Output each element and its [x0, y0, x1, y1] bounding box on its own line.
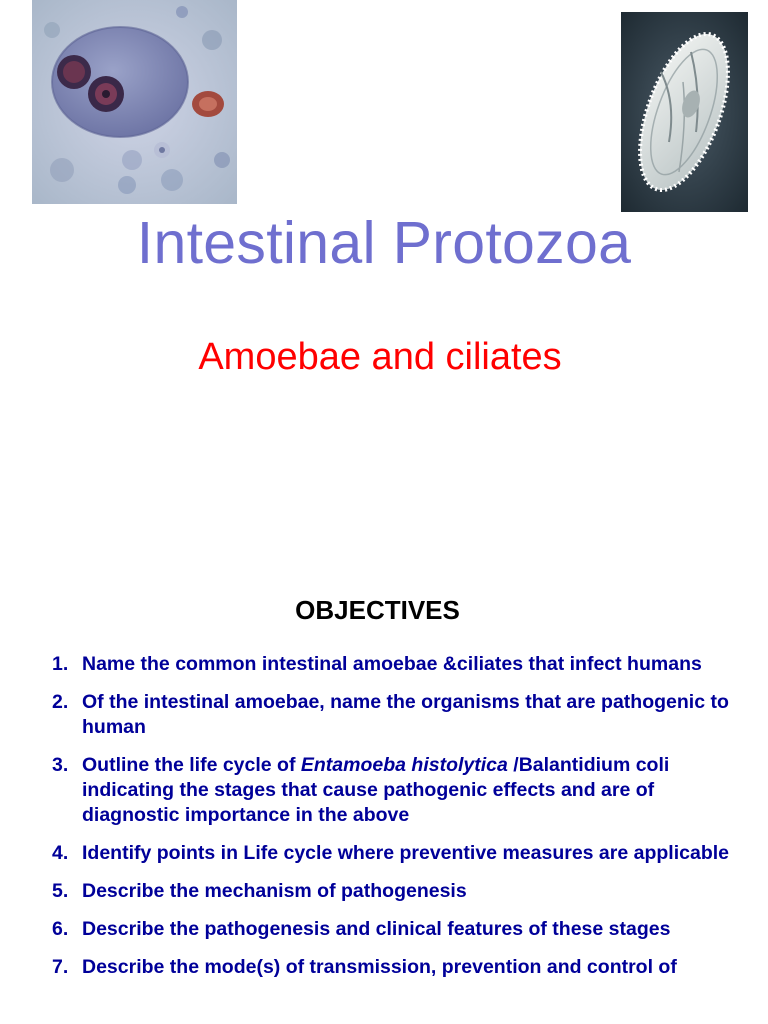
objective-text: Of the intestinal amoebae, name the organisms that are pathogenic to human [82, 691, 729, 738]
objective-text: Describe the mode(s) of transmission, prevention and control of [82, 956, 677, 978]
ciliate-micrograph-icon [621, 12, 748, 212]
objective-number: 5. [52, 880, 69, 902]
amoeba-micrograph-image [32, 0, 237, 204]
objective-text-before: Outline the life cycle of [82, 754, 301, 776]
objective-number: 7. [52, 956, 69, 978]
objective-item [52, 690, 752, 740]
objective-text: Describe the pathogenesis and clinical features of these stages [82, 918, 671, 940]
objective-text: Identify points in Life cycle where preventive measures are applicable [82, 842, 729, 864]
objective-number: 1. [52, 653, 69, 675]
slide-title: Intestinal Protozoa [136, 210, 632, 276]
objective-number: 2. [52, 691, 69, 713]
ciliate-micrograph-image [621, 12, 748, 212]
slide-subtitle: Amoebae and ciliates [198, 336, 562, 378]
objective-text-after: /Balantidium coli indicating the stages that cause pathogenic effects and are of diagnostic importance in the above [82, 754, 670, 826]
objective-item [52, 879, 752, 904]
objective-item [52, 917, 752, 942]
objective-number: 3. [52, 754, 69, 776]
objective-item [52, 652, 752, 677]
objective-item [52, 753, 752, 828]
objectives-list [52, 652, 752, 993]
objective-number: 6. [52, 918, 69, 940]
objective-number: 4. [52, 842, 69, 864]
objective-item [52, 955, 752, 980]
objective-text: Name the common intestinal amoebae &ciliates that infect humans [82, 653, 702, 675]
objective-text: Describe the mechanism of pathogenesis [82, 880, 467, 902]
amoeba-micrograph-icon [32, 0, 237, 204]
objective-item [52, 841, 752, 866]
objective-text-italic: Entamoeba histolytica [300, 754, 508, 776]
objectives-heading: OBJECTIVES [295, 595, 460, 625]
